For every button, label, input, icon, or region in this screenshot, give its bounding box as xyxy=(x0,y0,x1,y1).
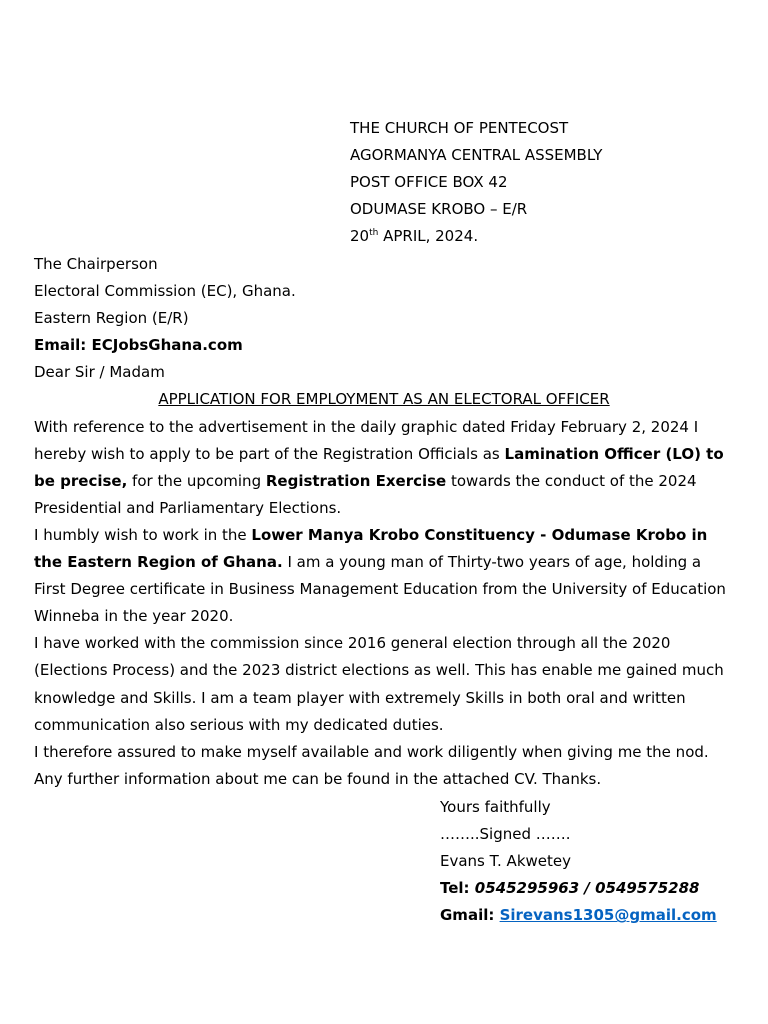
tel-label: Tel: xyxy=(440,879,475,898)
p1-text-a: With reference to the advertisement in the daily graphic dated Friday February 2, 2024 I hereby wish to apply to be part of the Registration Officials as xyxy=(34,417,699,463)
tel-value: 0545295963 / 0549575288 xyxy=(474,879,700,898)
telephone xyxy=(440,875,760,902)
recipient-line-1: The Chairperson xyxy=(34,255,158,273)
subject-heading: APPLICATION FOR EMPLOYMENT AS AN ELECTORAL OFFICER xyxy=(158,390,610,409)
p1-bold-exercise: Registration Exercise xyxy=(265,471,447,490)
recipient-line-3: Eastern Region (E/R) xyxy=(34,309,189,328)
signature-block xyxy=(440,794,760,929)
signed-line: ……..Signed ……. xyxy=(440,825,571,844)
date-day: 20 xyxy=(350,227,370,246)
gmail xyxy=(440,902,760,929)
gmail-label: Gmail: xyxy=(440,906,500,925)
sender-line-3: POST OFFICE BOX 42 xyxy=(350,173,508,192)
paragraph-3: I have worked with the commission since 2016 general election through all the 2020 (Elections Process) and the 2023 district elections as well. This has enable me gained much knowledge and Skills. I am a team player with extremely Skills in both oral and written communication also serious with my dedicated duties. xyxy=(34,634,724,734)
letter-date xyxy=(350,223,750,250)
p2-text-c: I am a young man of Thirty-two years of age, holding a First Degree certificate in Business Management Education from the University of Education Winneba in the year 2020. xyxy=(34,553,726,626)
sender-line-1: THE CHURCH OF PENTECOST xyxy=(350,119,569,137)
sender-line-4: ODUMASE KROBO – E/R xyxy=(350,200,528,219)
p1-bold-role: Lamination Officer (LO) to be precise, xyxy=(34,444,724,490)
recipient-line-2: Electoral Commission (EC), Ghana. xyxy=(34,282,296,301)
p1-text-e: towards the conduct of the 2024 Presidential and Parliamentary Elections. xyxy=(34,471,697,517)
p2-text-a: I humbly wish to work in the xyxy=(34,525,252,544)
date-rest: APRIL, 2024. xyxy=(378,227,479,246)
sender-line-2: AGORMANYA CENTRAL ASSEMBLY xyxy=(350,146,603,165)
p2-bold-constituency: Lower Manya Krobo Constituency - Odumase Krobo in the Eastern Region of Ghana. xyxy=(34,525,708,572)
paragraph-2 xyxy=(34,522,734,630)
recipient-email-text: Email: ECJobsGhana.com xyxy=(34,336,243,355)
salutation: Dear Sir / Madam xyxy=(34,363,165,382)
signer-name: Evans T. Akwetey xyxy=(440,852,571,871)
paragraph-4: I therefore assured to make myself available and work diligently when giving me the nod. Any further information about me can be found in the attached CV. Thanks. xyxy=(34,742,709,788)
letter-body xyxy=(34,251,734,793)
recipient-email xyxy=(34,332,734,359)
closing: Yours faithfully xyxy=(440,798,551,816)
p1-text-c: for the upcoming xyxy=(127,471,266,490)
date-suffix: th xyxy=(369,228,379,239)
paragraph-1 xyxy=(34,414,734,522)
sender-address xyxy=(350,115,750,250)
gmail-link[interactable]: Sirevans1305@gmail.com xyxy=(499,906,717,925)
